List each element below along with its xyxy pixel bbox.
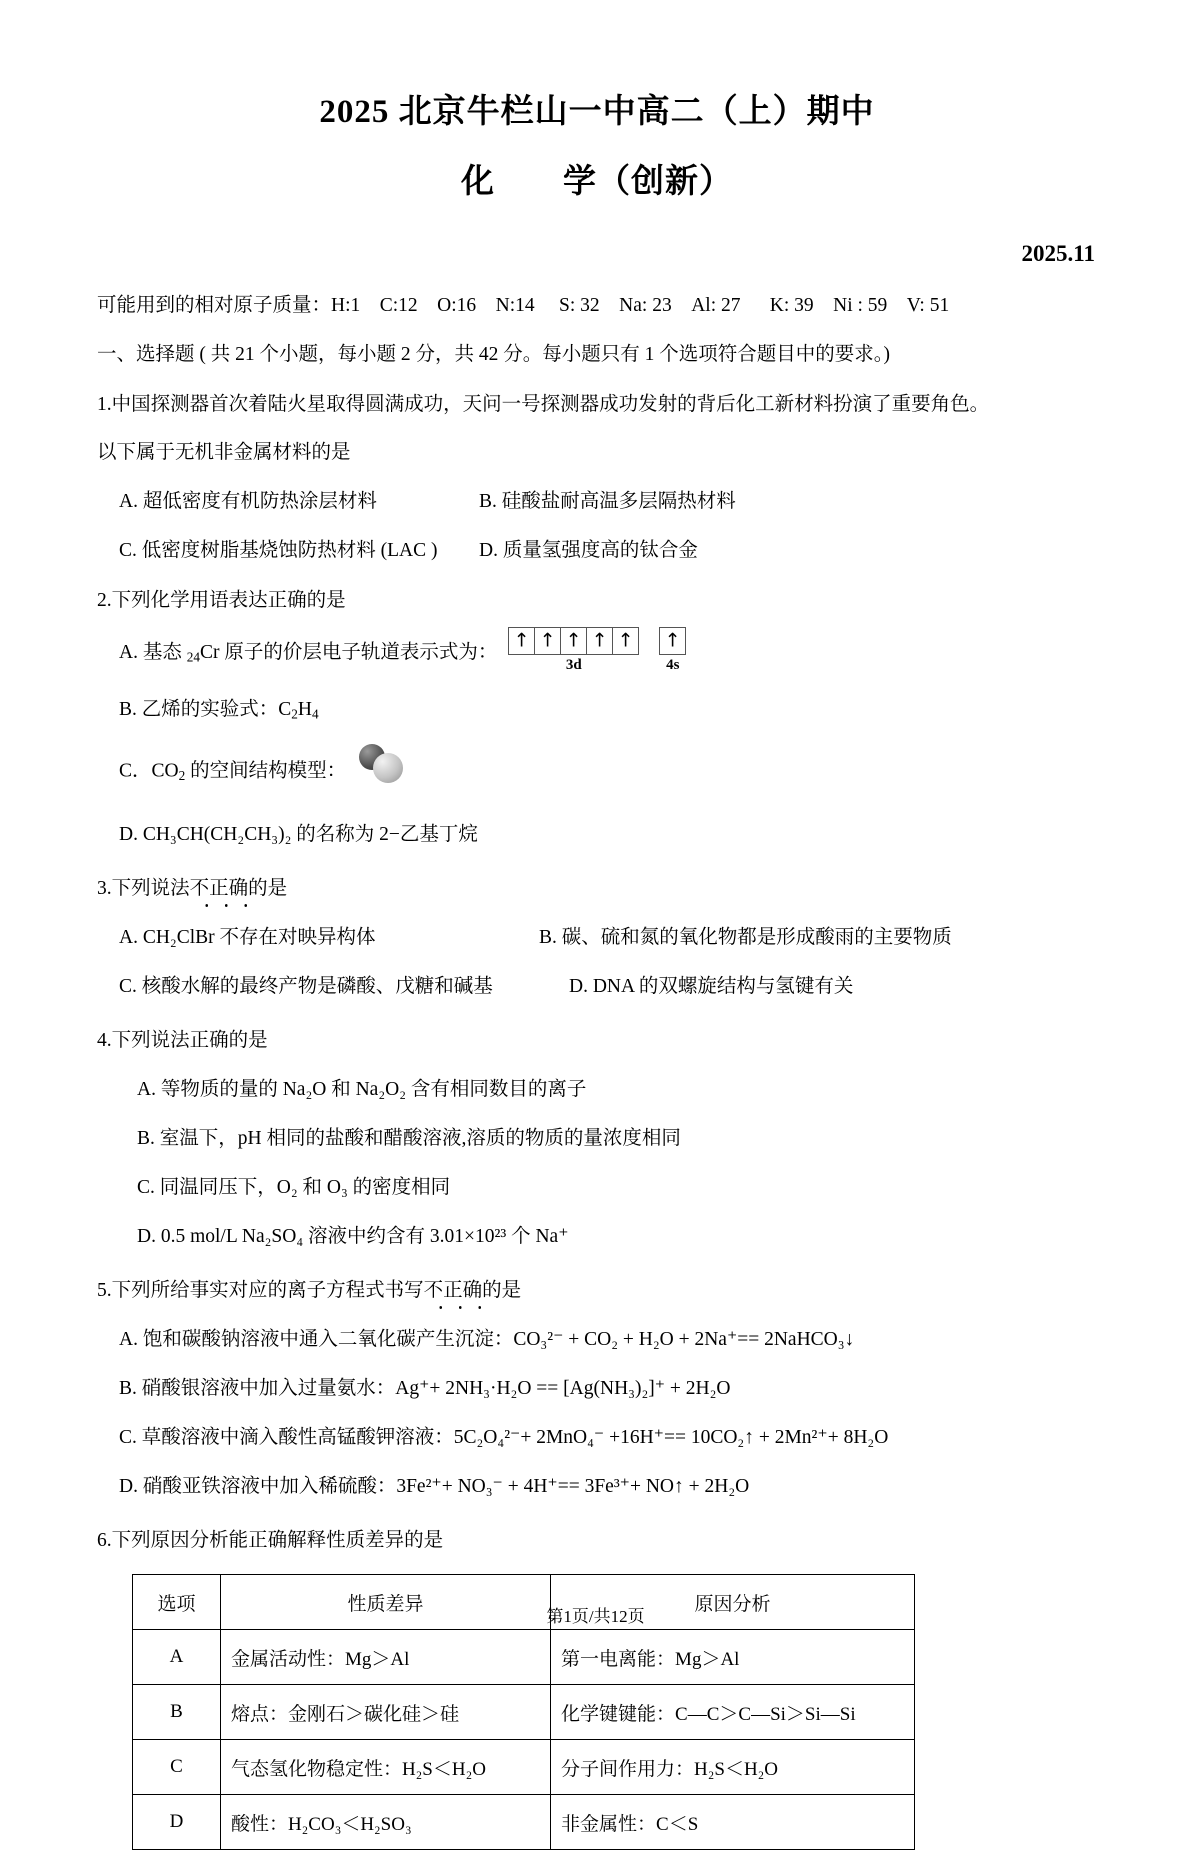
- question-6-stem-text: 下列原因分析能正确解释性质差异的是: [111, 1530, 444, 1552]
- table-row: [133, 1630, 915, 1685]
- exam-date: 2025.11: [1021, 241, 1095, 266]
- spin-up-arrow-icon: ↑: [565, 629, 582, 652]
- table-cell-option: B: [133, 1685, 221, 1740]
- table-header-property: 性质差异: [220, 1575, 550, 1630]
- question-1-options-row-2: [97, 534, 1097, 562]
- question-2-stem-text: 下列化学用语表达正确的是: [111, 590, 346, 611]
- question-2-option-c: [97, 752, 1097, 792]
- question-1-option-d: D. 质量氢强度高的钛合金: [479, 540, 698, 561]
- question-5-stem: [97, 1274, 1097, 1302]
- orbital-label-4s: 4s: [666, 657, 680, 673]
- question-1-stem: [97, 388, 1097, 416]
- spin-up-arrow-icon: ↑: [513, 629, 530, 652]
- page-content: [97, 70, 1097, 1850]
- table-cell-option: C: [133, 1740, 221, 1795]
- orbital-cell: [535, 628, 561, 654]
- question-2-option-a-middle: Cr 原子的价层电子轨道表示式为：: [199, 641, 498, 663]
- table-cell-reason: 非金属性：C＜S: [551, 1795, 915, 1850]
- question-1-stem-line2: 以下属于无机非金属材料的是: [97, 442, 351, 463]
- table-cell-reason: 第一电离能：Mg＞Al: [551, 1630, 915, 1685]
- question-2-option-a-subscript: 24: [186, 649, 200, 665]
- orbital-group-4s: [659, 627, 686, 674]
- table-row: [133, 1685, 915, 1740]
- page-footer: 第1页/共12页: [546, 1607, 645, 1626]
- orbital-label-3d: 3d: [565, 657, 582, 673]
- table-cell-option: A: [133, 1630, 221, 1685]
- table-cell-property: 熔点：金刚石＞碳化硅＞硅: [220, 1685, 550, 1740]
- question-4-option-d: D. 0.5 mol/L Na₂SO₄ 溶液中约含有 3.01×10²³ 个 Na⁺: [137, 1226, 569, 1248]
- question-3-option-c: C. 核酸水解的最终产物是磷酸、戊糖和碱基: [119, 976, 493, 998]
- orbital-cell: [509, 628, 535, 654]
- question-3-option-b: B. 碳、硫和氮的氧化物都是形成酸雨的主要物质: [539, 927, 952, 949]
- atomic-masses-note: 可能用到的相对原子质量：H:1 C:12 O:16 N:14 S: 32 Na: 23 Al: 27 K: 39 Ni : 59 V: 51: [97, 295, 950, 316]
- orbital-cell: [587, 628, 613, 654]
- subject-title: 化 学（创新）: [461, 163, 733, 200]
- table-row: [133, 1795, 915, 1850]
- question-5-option-d: D. 硝酸亚铁溶液中加入稀硫酸：3Fe²⁺+ NO₃⁻ + 4H⁺== 3Fe³⁺+ NO↑ + 2H₂O: [119, 1476, 750, 1498]
- question-5-option-c: C. 草酸溶液中滴入酸性高锰酸钾溶液：5C₂O₄²⁻+ 2MnO₄⁻ +16H⁺== 10CO₂↑ + 2Mn²⁺+ 8H₂O: [119, 1427, 889, 1449]
- question-3-options-row-1: [97, 921, 1097, 949]
- question-1-stem-text: 中国探测器首次着陆火星取得圆满成功，天问一号探测器成功发射的背后化工新材料扮演了重要角色。: [111, 394, 990, 415]
- orbital-cell: [660, 628, 686, 654]
- question-5-option-b: B. 硝酸银溶液中加入过量氨水：Ag⁺+ 2NH₃·H₂O == [Ag(NH₃)₂]⁺ + 2H₂O: [119, 1378, 731, 1400]
- question-3-stem: [97, 872, 1097, 900]
- question-2-option-a: [97, 630, 1097, 677]
- question-2-option-c-prefix: C．CO: [119, 760, 179, 782]
- spin-up-arrow-icon: ↑: [591, 629, 608, 652]
- question-3-option-d: D. DNA 的双螺旋结构与氢键有关: [569, 976, 854, 998]
- question-1-option-c: C. 低密度树脂基烧蚀防热材料 (LAC ): [119, 540, 438, 561]
- orbital-group-3d: [508, 627, 639, 674]
- spin-up-arrow-icon: ↑: [539, 629, 556, 652]
- question-3-stem-pre: 下列说法: [111, 878, 190, 900]
- question-2-option-c-subscript: 2: [178, 768, 186, 784]
- question-1-option-a: A. 超低密度有机防热涂层材料: [119, 491, 377, 512]
- question-2-option-d: D. CH₃CH(CH₂CH₃)₂ 的名称为 2−乙基丁烷: [119, 824, 478, 846]
- question-1-options-row-1: [97, 485, 1097, 513]
- question-3-stem-post: 的是: [248, 878, 288, 900]
- question-2-option-b: [97, 693, 1097, 722]
- carbon-atom-sphere: [373, 753, 403, 783]
- question-6-number: 6.: [97, 1530, 112, 1552]
- question-2-stem: [97, 584, 1097, 612]
- spin-up-arrow-icon: ↑: [617, 629, 634, 652]
- question-4-option-b: B. 室温下，pH 相同的盐酸和醋酸溶液,溶质的物质的量浓度相同: [137, 1128, 681, 1150]
- table-header-reason: 原因分析: [551, 1575, 915, 1630]
- section-heading-multiple-choice: 一、选择题 ( 共 21 个小题，每小题 2 分，共 42 分。每小题只有 1 个选项符合题目中的要求。): [97, 344, 890, 365]
- question-3-number: 3.: [97, 878, 112, 900]
- question-2-option-b-sub1: 2: [291, 706, 298, 722]
- table-cell-reason: 分子间作用力：H₂S＜H₂O: [551, 1740, 915, 1795]
- question-1-number: 1.: [97, 394, 112, 415]
- question-1-option-b: B. 硅酸盐耐高温多层隔热材料: [479, 491, 736, 512]
- question-5-number: 5.: [97, 1280, 112, 1302]
- orbital-cell: [613, 628, 639, 654]
- table-cell-option: D: [133, 1795, 221, 1850]
- table-cell-property: 酸性：H₂CO₃＜H₂SO₃: [220, 1795, 550, 1850]
- spin-up-arrow-icon: ↑: [664, 629, 681, 652]
- question-2-option-b-mid: H: [297, 699, 312, 720]
- table-cell-property: 金属活动性：Mg＞Al: [220, 1630, 550, 1685]
- question-2-option-a-prefix: A. 基态: [119, 641, 187, 663]
- question-3-option-a: A. CH₂ClBr 不存在对映异构体: [119, 927, 376, 949]
- question-5-stem-post: 的是: [482, 1280, 522, 1302]
- question-4-option-a: A. 等物质的量的 Na₂O 和 Na₂O₂ 含有相同数目的离子: [137, 1079, 587, 1101]
- question-4-option-c: C. 同温同压下，O₂ 和 O₃ 的密度相同: [137, 1177, 451, 1199]
- question-2-option-c-suffix: 的空间结构模型：: [185, 760, 347, 782]
- question-5-emphasis: 不正确: [424, 1274, 483, 1302]
- question-3-options-row-2: [97, 970, 1097, 998]
- table-header-option: 选项: [133, 1575, 221, 1630]
- question-2-option-b-sub2: 4: [311, 706, 319, 722]
- page-title: 2025 北京牛栏山一中高二（上）期中: [319, 94, 875, 130]
- question-5-stem-pre: 下列所给事实对应的离子方程式书写: [111, 1280, 424, 1302]
- table-row: [133, 1740, 915, 1795]
- orbital-cell: [561, 628, 587, 654]
- question-6-stem: [97, 1524, 1097, 1552]
- orbital-diagram: [508, 627, 686, 674]
- question-4-stem: [97, 1024, 1097, 1052]
- question-3-emphasis: 不正确: [190, 872, 249, 900]
- question-5-option-a: A. 饱和碳酸钠溶液中通入二氧化碳产生沉淀：CO₃²⁻ + CO₂ + H₂O + 2Na⁺== 2NaHCO₃↓: [119, 1329, 855, 1351]
- question-4-stem-text: 下列说法正确的是: [111, 1030, 268, 1052]
- table-cell-reason: 化学键键能：C—C＞C—Si＞Si—Si: [551, 1685, 915, 1740]
- question-4-number: 4.: [97, 1030, 112, 1052]
- question-2-number: 2.: [97, 590, 112, 611]
- table-cell-property: 气态氢化物稳定性：H₂S＜H₂O: [220, 1740, 550, 1795]
- co2-space-filling-model-icon: [359, 744, 405, 784]
- question-2-option-b-text: B. 乙烯的实验式：C: [119, 699, 292, 720]
